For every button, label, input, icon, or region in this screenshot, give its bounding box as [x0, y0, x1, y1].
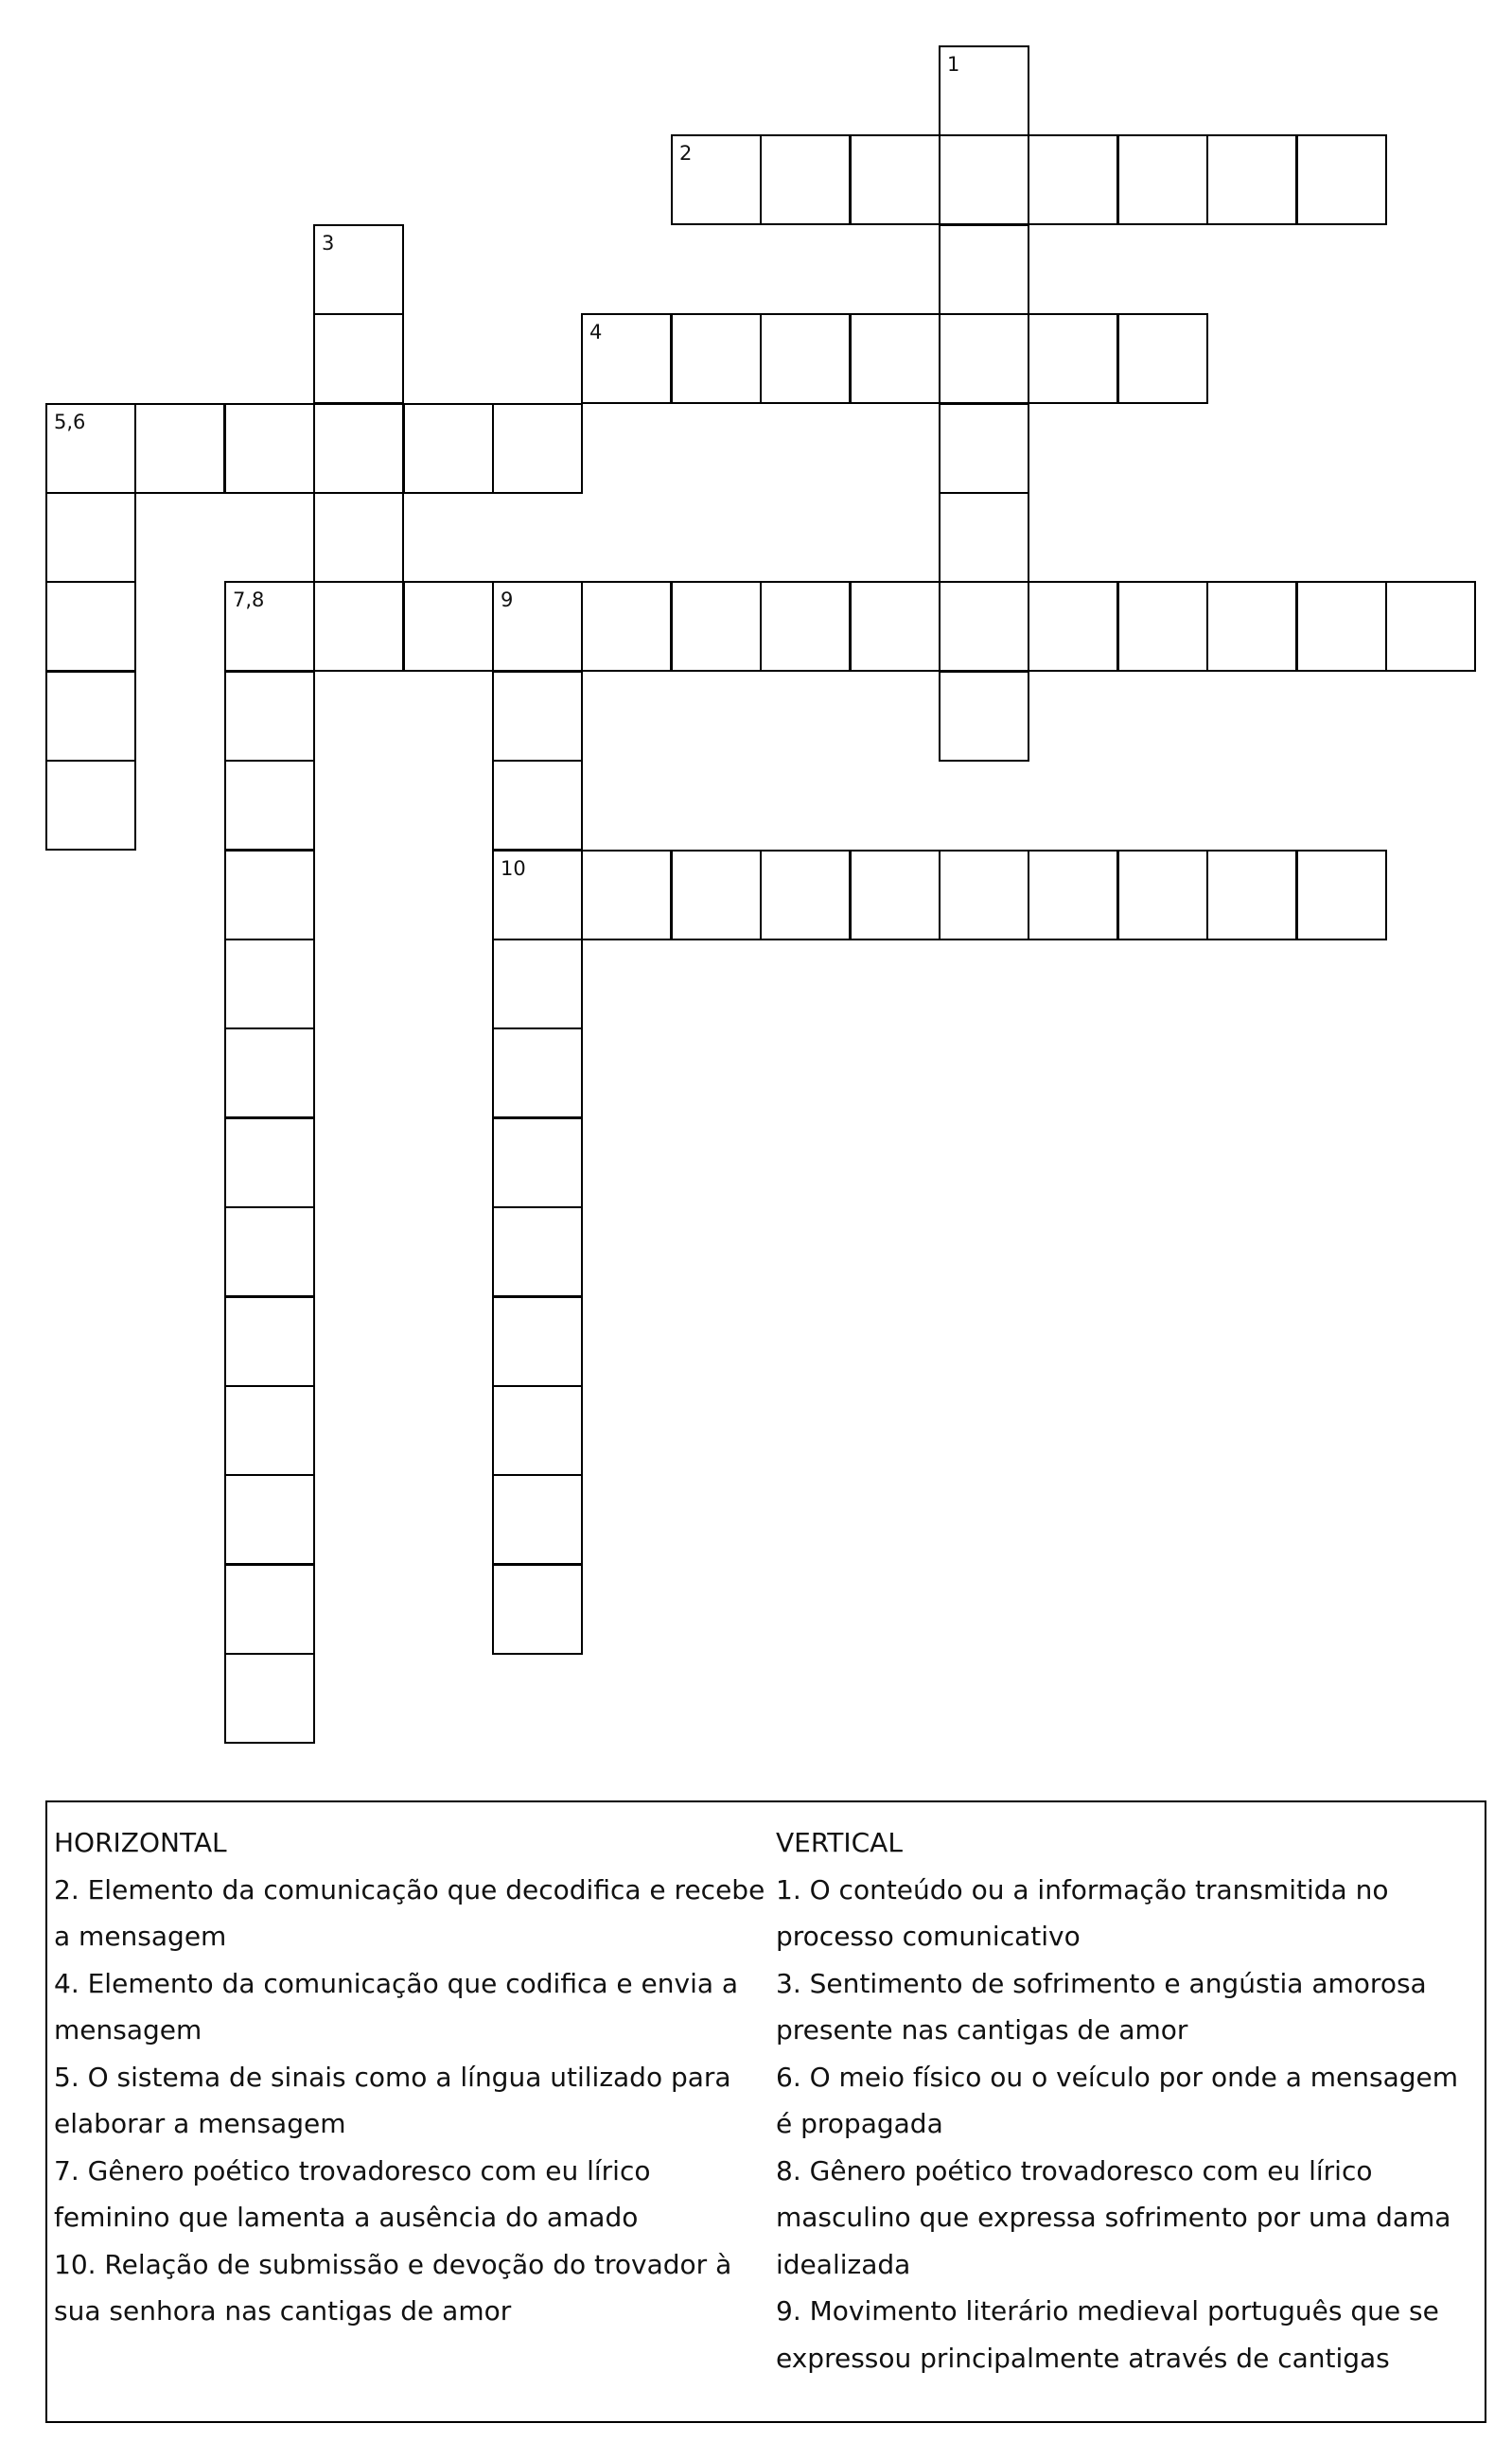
crossword-cell[interactable] — [224, 1206, 315, 1297]
clue-number: 9 — [501, 588, 514, 611]
clue-number: 5,6 — [54, 411, 86, 433]
crossword-cell[interactable] — [224, 1474, 315, 1565]
crossword-cell[interactable] — [492, 1385, 583, 1476]
crossword-cell[interactable] — [581, 850, 672, 940]
crossword-cell[interactable] — [1296, 850, 1387, 940]
crossword-cell[interactable] — [939, 134, 1029, 225]
crossword-cell[interactable] — [1028, 581, 1118, 672]
crossword-cell[interactable] — [850, 134, 941, 225]
crossword-cell[interactable] — [492, 850, 583, 940]
crossword-cell[interactable] — [939, 224, 1029, 315]
crossword-cell[interactable] — [939, 581, 1029, 672]
crossword-cell[interactable] — [939, 45, 1029, 136]
crossword-cell[interactable] — [760, 850, 851, 940]
crossword-cell[interactable] — [492, 581, 583, 672]
clue-vertical-9: 9. Movimento literário medieval português que se expressou principalmente através de cantigas — [776, 2295, 1439, 2374]
clue-vertical-6: 6. O meio físico ou o veículo por onde a mensagem é propagada — [776, 2061, 1459, 2139]
crossword-cell[interactable] — [492, 1027, 583, 1118]
clue-vertical-3: 3. Sentimento de sofrimento e angústia amorosa presente nas cantigas de amor — [776, 1967, 1427, 2046]
clue-horizontal-10: 10. Relação de submissão e devoção do trovador à sua senhora nas cantigas de amor — [54, 2248, 732, 2327]
crossword-cell[interactable] — [313, 224, 404, 315]
crossword-cell[interactable] — [224, 1117, 315, 1208]
crossword-cell[interactable] — [1206, 850, 1297, 940]
crossword-cell[interactable] — [224, 760, 315, 851]
crossword-cell[interactable] — [313, 313, 404, 404]
crossword-cell[interactable] — [760, 581, 851, 672]
crossword-cell[interactable] — [671, 134, 762, 225]
crossword-cell[interactable] — [492, 403, 583, 494]
crossword-cell[interactable] — [760, 313, 851, 404]
crossword-cell[interactable] — [939, 313, 1029, 404]
crossword-cell[interactable] — [939, 492, 1029, 583]
horizontal-heading: HORIZONTAL — [54, 1827, 227, 1858]
crossword-cell[interactable] — [492, 671, 583, 762]
crossword-cell[interactable] — [224, 671, 315, 762]
clue-number: 3 — [322, 232, 335, 255]
crossword-cell[interactable] — [224, 1296, 315, 1387]
crossword-cell[interactable] — [492, 1117, 583, 1208]
clue-vertical-1: 1. O conteúdo ou a informação transmitida no processo comunicativo — [776, 1873, 1389, 1952]
crossword-cell[interactable] — [671, 850, 762, 940]
crossword-cell[interactable] — [581, 581, 672, 672]
crossword-cell[interactable] — [1117, 581, 1208, 672]
crossword-cell[interactable] — [492, 760, 583, 851]
crossword-cell[interactable] — [671, 313, 762, 404]
crossword-cell[interactable] — [850, 581, 941, 672]
horizontal-clues-column — [54, 1819, 768, 2335]
crossword-cell[interactable] — [1117, 850, 1208, 940]
crossword-cell[interactable] — [45, 671, 136, 762]
clue-number: 7,8 — [233, 588, 265, 611]
clue-horizontal-7: 7. Gênero poético trovadoresco com eu lírico feminino que lamenta a ausência do amado — [54, 2154, 651, 2233]
crossword-cell[interactable] — [1028, 850, 1118, 940]
clues-box — [45, 1800, 1486, 2423]
crossword-cell[interactable] — [492, 1474, 583, 1565]
crossword-cell[interactable] — [224, 403, 315, 494]
crossword-cell[interactable] — [313, 581, 404, 672]
crossword-cell[interactable] — [850, 850, 941, 940]
crossword-cell[interactable] — [403, 581, 494, 672]
clue-horizontal-4: 4. Elemento da comunicação que codifica e envia a mensagem — [54, 1967, 739, 2046]
clue-number: 1 — [947, 53, 960, 76]
crossword-cell[interactable] — [1028, 313, 1118, 404]
clue-number: 4 — [589, 321, 603, 343]
crossword-cell[interactable] — [492, 1564, 583, 1655]
crossword-cell[interactable] — [1206, 134, 1297, 225]
crossword-cell[interactable] — [45, 403, 136, 494]
clue-horizontal-2: 2. Elemento da comunicação que decodifica e recebe a mensagem — [54, 1873, 765, 1952]
crossword-cell[interactable] — [224, 1385, 315, 1476]
crossword-cell[interactable] — [224, 939, 315, 1029]
clue-number: 10 — [501, 857, 526, 880]
crossword-cell[interactable] — [313, 403, 404, 494]
crossword-cell[interactable] — [224, 850, 315, 940]
crossword-cell[interactable] — [224, 1564, 315, 1655]
crossword-cell[interactable] — [134, 403, 225, 494]
crossword-cell[interactable] — [1117, 313, 1208, 404]
vertical-clues-column — [776, 1819, 1481, 2381]
crossword-cell[interactable] — [850, 313, 941, 404]
crossword-cell[interactable] — [492, 939, 583, 1029]
clue-vertical-8: 8. Gênero poético trovadoresco com eu lírico masculino que expressa sofrimento por uma dama idealizada — [776, 2154, 1451, 2280]
crossword-cell[interactable] — [939, 403, 1029, 494]
crossword-cell[interactable] — [224, 581, 315, 672]
crossword-cell[interactable] — [313, 492, 404, 583]
vertical-heading: VERTICAL — [776, 1827, 903, 1858]
crossword-cell[interactable] — [224, 1653, 315, 1744]
crossword-cell[interactable] — [492, 1296, 583, 1387]
crossword-cell[interactable] — [45, 581, 136, 672]
clue-horizontal-5: 5. O sistema de sinais como a língua utilizado para elaborar a mensagem — [54, 2061, 731, 2139]
crossword-cell[interactable] — [1117, 134, 1208, 225]
crossword-cell[interactable] — [760, 134, 851, 225]
crossword-cell[interactable] — [671, 581, 762, 672]
crossword-cell[interactable] — [939, 671, 1029, 762]
crossword-cell[interactable] — [581, 313, 672, 404]
crossword-cell[interactable] — [403, 403, 494, 494]
crossword-cell[interactable] — [939, 850, 1029, 940]
clue-number: 2 — [679, 142, 693, 165]
crossword-cell[interactable] — [1206, 581, 1297, 672]
crossword-cell[interactable] — [224, 1027, 315, 1118]
crossword-cell[interactable] — [1296, 134, 1387, 225]
crossword-cell[interactable] — [1028, 134, 1118, 225]
crossword-cell[interactable] — [1296, 581, 1387, 672]
crossword-cell[interactable] — [45, 760, 136, 851]
crossword-cell[interactable] — [1385, 581, 1476, 672]
crossword-cell[interactable] — [45, 492, 136, 583]
crossword-cell[interactable] — [492, 1206, 583, 1297]
